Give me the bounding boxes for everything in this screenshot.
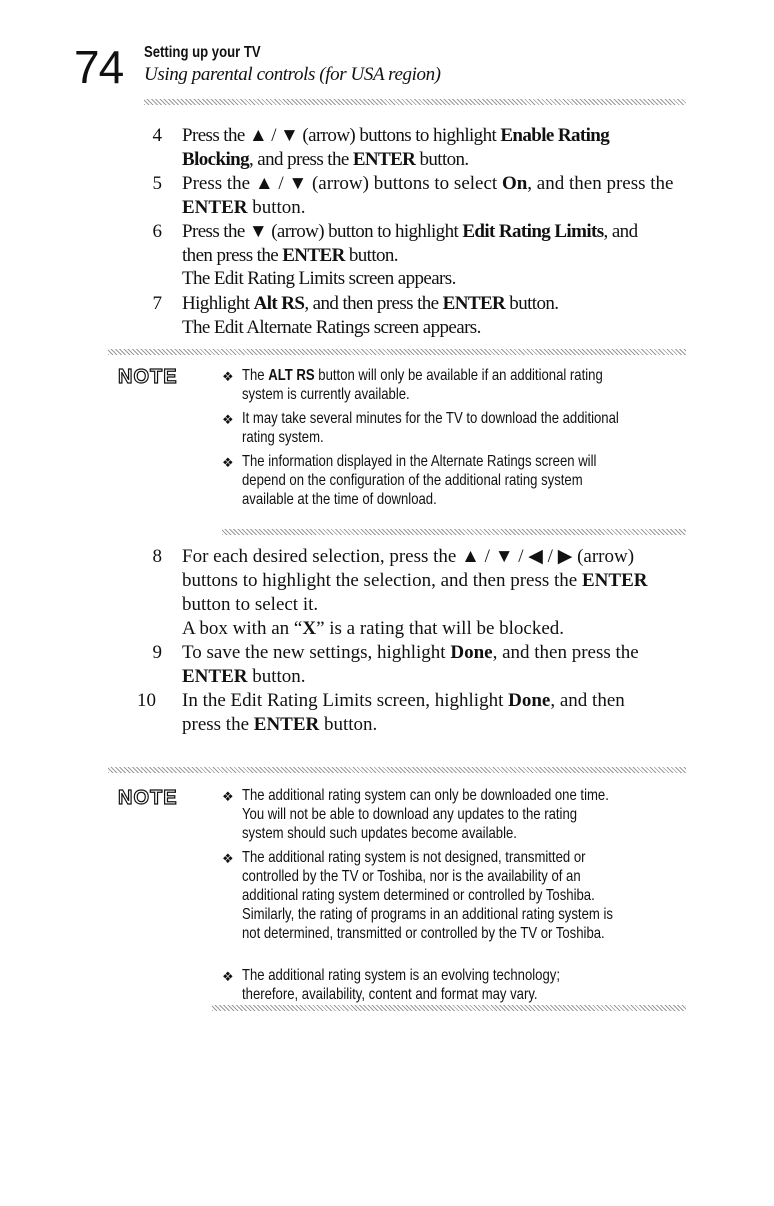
text-run: The additional rating system can only be downloaded one time. [242,787,609,804]
bold-term: Done [508,690,551,711]
text-run: system should such updates become available. [242,825,517,842]
diamond-bullet-icon: ❖ [222,969,234,984]
text-run: The Edit Rating Limits screen appears. [182,268,456,289]
note1-top-rule [108,349,686,355]
header-rule [144,99,686,105]
text-run: ▼ [288,173,308,194]
text-run: ▼ [494,546,514,567]
bold-term: Alt RS [253,293,305,314]
text-run: The additional rating system is not designed, transmitted or [242,849,586,866]
step-number: 4 [152,125,162,146]
step-number: 6 [152,221,162,242]
text-run: system is currently available. [242,386,410,403]
text-run: (arrow) buttons to select [307,173,502,194]
text-run: then press the [182,244,283,266]
step-number: 9 [152,642,162,663]
text-line [182,593,647,617]
text-run: button to select it. [182,594,319,615]
step-text [182,220,637,291]
diamond-bullet-icon: ❖ [222,789,234,804]
text-run: To save the new settings, highlight [182,642,451,663]
step-number: 5 [152,173,162,194]
text-line [242,824,609,843]
text-run: , and press the [249,148,353,170]
text-run: (arrow) buttons to highlight [298,125,501,146]
text-line [182,267,637,291]
bold-term: ENTER [282,244,345,266]
text-line [242,805,609,824]
bold-term: ENTER [182,666,248,687]
text-line [182,124,609,148]
text-run: (arrow) [572,546,635,567]
text-run: not determined, transmitted or controlled by the TV or Toshiba. [242,925,605,942]
bold-term: ENTER [253,714,320,735]
text-run: (arrow) button to highlight [267,221,463,242]
note1-label: NOTE [118,366,178,388]
step-number: 8 [152,546,162,567]
text-run: controlled by the TV or Toshiba, nor is the availability of an [242,868,581,885]
text-line [182,196,673,220]
text-run: , and then press the [527,173,674,194]
diamond-bullet-icon: ❖ [222,412,234,427]
text-run: button. [344,244,398,266]
text-run: You will not be able to download any updates to the rating [242,806,578,823]
bold-term: Edit Rating Limits [462,221,604,242]
text-run: , and [603,221,638,242]
text-line [242,848,613,867]
note-text [242,452,596,509]
text-line [182,172,673,196]
step-text [182,124,609,171]
text-run: Press the [182,221,249,242]
note-text [242,409,619,447]
text-run: press the [182,714,254,735]
step-number: 7 [152,293,162,314]
text-run: button will only be available if an additional rating [314,367,603,384]
text-run: The information displayed in the Alternate Ratings screen will [242,453,597,470]
text-run: additional rating system determined or controlled by Toshiba. [242,887,595,904]
text-run: Press the [182,173,255,194]
step-text [182,689,625,737]
text-run: The Edit Alternate Ratings screen appears. [182,316,481,338]
text-line [182,641,639,665]
text-run: ▼ [280,125,299,146]
step-text [182,292,558,339]
note2-top-rule [108,767,686,773]
text-run: / [479,546,495,567]
text-run: ▲ [248,125,268,146]
text-run: Highlight [182,293,254,314]
text-line [242,786,609,805]
text-run: depend on the configuration of the additional rating system [242,472,583,489]
text-line [182,713,625,737]
note2-bottom-rule [212,1005,686,1011]
text-run: button. [505,293,559,314]
bold-term: Enable Rating [500,125,610,146]
text-line [182,545,647,569]
text-run: button. [415,148,469,170]
text-run: button. [319,714,378,735]
text-line [242,385,603,404]
bold-term: ENTER [442,293,506,314]
note-text [242,966,560,1004]
bold-term: ALT RS [268,367,315,384]
text-line [182,316,558,340]
text-line [242,452,596,471]
text-line [182,617,647,641]
text-run: available at the time of download. [242,491,437,508]
text-run: ▶ [557,546,573,567]
text-run: , and then press the [304,293,443,314]
text-run: / [273,173,289,194]
section-subtitle: Using parental controls (for USA region) [144,64,441,85]
text-line [242,905,613,924]
text-run: It may take several minutes for the TV to download the additional [242,410,619,427]
text-line [242,985,560,1004]
page-number: 74 [74,41,124,93]
text-run: Press the [182,125,249,146]
step-text [182,641,639,689]
text-run: ▼ [248,221,268,242]
section-title: Setting up your TV [144,44,261,61]
text-line [242,471,596,490]
text-run: , and then [550,690,625,711]
text-run: A box with an “ [182,618,303,639]
note2-label: NOTE [118,787,178,809]
text-run: button. [247,666,306,687]
text-run: In the Edit Rating Limits screen, highlight [182,690,509,711]
text-run: / [267,125,281,146]
text-run: / [542,546,558,567]
text-line [182,220,637,244]
bold-term: Done [450,642,493,663]
text-run: The [242,367,269,384]
bold-term: ENTER [582,570,648,591]
bold-term: Blocking [182,148,249,170]
note-text [242,848,613,943]
text-run: Similarly, the rating of programs in an additional rating system is [242,906,613,923]
text-line [182,689,625,713]
bold-term: On [501,173,528,194]
note1-bottom-rule [222,529,686,535]
text-line [242,428,619,447]
text-run: For each desired selection, press the [182,546,462,567]
bold-term: ENTER [352,148,416,170]
text-run: button. [247,196,306,218]
text-run: , and then press the [492,642,639,663]
text-run: buttons to highlight the selection, and then press the [182,570,582,591]
text-run: ◀ [528,546,543,567]
note-text [242,366,603,404]
text-run: / [513,546,529,567]
diamond-bullet-icon: ❖ [222,851,234,866]
text-line [242,966,560,985]
bold-term: ENTER [182,196,248,218]
text-line [242,490,596,509]
text-run: ▲ [254,173,274,194]
step-text [182,172,673,219]
diamond-bullet-icon: ❖ [222,455,234,470]
text-run: ▲ [461,546,480,567]
text-line [242,867,613,886]
step-text [182,545,647,641]
text-line [182,569,647,593]
text-line [242,886,613,905]
text-line [182,292,558,316]
note-text [242,786,609,843]
text-line [242,366,603,385]
text-line [242,409,619,428]
text-line [182,244,637,268]
text-run: ” is a rating that will be blocked. [316,618,565,639]
text-line [182,665,639,689]
bold-term: X [302,618,317,639]
text-line [242,924,613,943]
diamond-bullet-icon: ❖ [222,369,234,384]
text-run: rating system. [242,429,324,446]
text-run: The additional rating system is an evolving technology; [242,967,560,984]
text-line [182,148,609,172]
step-number: 10 [137,690,156,711]
text-run: therefore, availability, content and format may vary. [242,986,538,1003]
